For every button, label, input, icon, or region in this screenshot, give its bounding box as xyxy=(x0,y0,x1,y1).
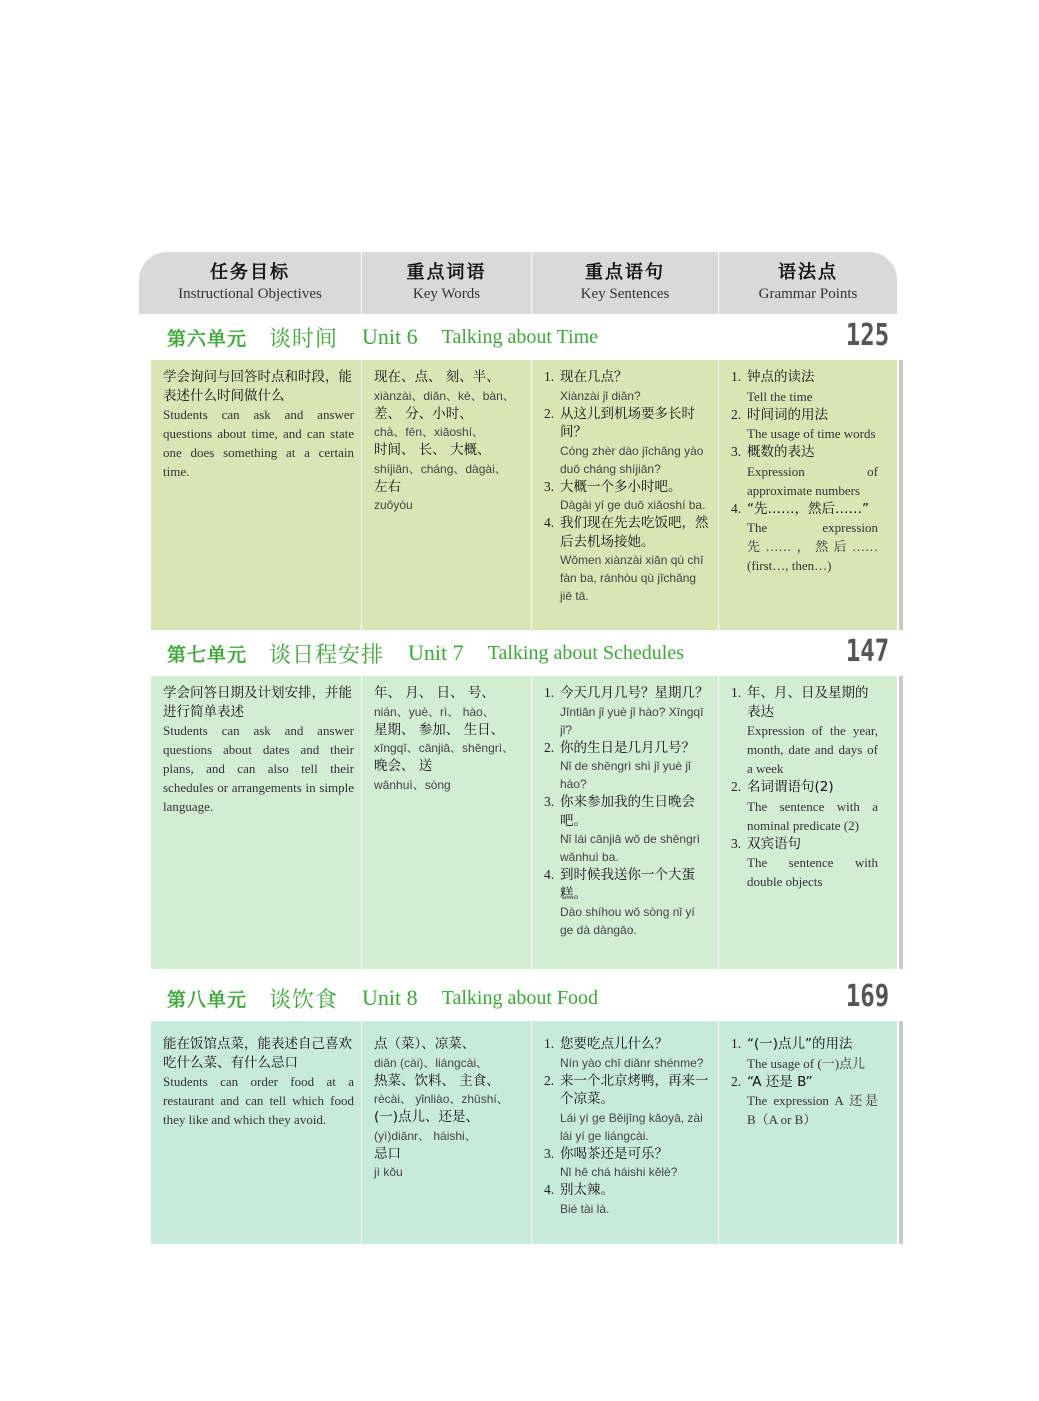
header-key-sentences xyxy=(532,252,719,314)
unit-title-cn: 谈时间 xyxy=(269,326,339,352)
objective-cn: 能在饭馆点菜，能表述自己喜欢吃什么菜、有什么忌口 xyxy=(163,1036,352,1071)
grammar-item xyxy=(731,368,878,406)
word-cn: 时间、 长、 大概、 xyxy=(374,442,491,458)
unit-label-cn: 第七单元 xyxy=(167,643,248,666)
sentence-cn: 你来参加我的生日晚会吧。 xyxy=(560,794,695,829)
key-words-cell xyxy=(362,1021,532,1244)
unit-topic-en: Talking about Schedules xyxy=(487,641,684,664)
item-number: 1. xyxy=(544,685,555,700)
header-cn: 重点词语 xyxy=(406,262,487,283)
unit-title-band xyxy=(139,630,897,676)
grammar-item xyxy=(731,684,878,778)
unit-title-band xyxy=(139,975,897,1021)
grammar-en: The usage of (一)点儿 xyxy=(747,1055,866,1071)
sentence-item xyxy=(544,405,711,478)
grammar-cn: 概数的表达 xyxy=(747,444,815,460)
item-number: 2. xyxy=(544,1072,555,1088)
unit-label-en: Unit 6 xyxy=(362,324,418,349)
sentence-item xyxy=(544,514,711,605)
grammar-item xyxy=(731,500,878,576)
grammar-en: Tell the time xyxy=(747,388,813,404)
grammar-points-cell xyxy=(719,676,885,969)
item-number: 3. xyxy=(731,444,742,459)
sentence-pinyin: Wǒmen xiànzài xiān qù chī fàn ba, ránhòu qù jīchǎng jiē tā. xyxy=(560,553,704,603)
sentence-item xyxy=(544,739,711,794)
item-number: 1. xyxy=(731,685,742,700)
word-pinyin: xīngqī、cānjiā、shēngrì、 xyxy=(374,741,515,755)
unit-body xyxy=(151,1021,897,1244)
word-pinyin: (yì)diǎnr、 háishi、 xyxy=(374,1128,477,1143)
sentence-cn: 到时候我送你一个大蛋糕。 xyxy=(560,867,695,902)
unit-topic-en: Talking about Time xyxy=(441,325,599,348)
item-number: 2. xyxy=(731,1073,742,1089)
item-number: 2. xyxy=(544,405,555,421)
header-en: Key Sentences xyxy=(580,286,670,302)
sentence-item xyxy=(544,793,711,866)
word-cn: 点（菜）、凉菜、 xyxy=(374,1036,476,1052)
sentence-cn: 您要吃点儿什么？ xyxy=(560,1036,668,1052)
word-pinyin: wǎnhuì、sòng xyxy=(374,777,451,792)
header-cn: 重点语句 xyxy=(585,262,665,283)
grammar-item xyxy=(731,1073,878,1130)
grammar-cn: 名词谓语句(2) xyxy=(747,779,834,795)
objective-cn: 学会问答日期及计划安排，并能进行简单表述 xyxy=(163,685,352,720)
sentence-item xyxy=(544,866,711,939)
word-pinyin: zuǒyòu xyxy=(374,498,413,512)
key-sentences-cell xyxy=(532,676,719,969)
word-pinyin: shíjiān、cháng、dàgài、 xyxy=(374,461,507,476)
objectives-cell xyxy=(151,1021,362,1244)
sentence-pinyin: Dào shíhou wǒ sòng nǐ yí ge dà dàngāo. xyxy=(560,905,695,937)
word-cn: 热菜、饮料、 主食、 xyxy=(374,1072,500,1089)
sentence-cn: 大概一个多小时吧。 xyxy=(560,478,682,495)
header-en: Instructional Objectives xyxy=(178,286,322,302)
sentence-cn: 你喝茶还是可乐？ xyxy=(560,1145,668,1162)
sentence-cn: 现在几点？ xyxy=(560,369,628,385)
sentence-item xyxy=(544,1145,711,1182)
unit-title-band xyxy=(139,314,897,360)
word-pinyin: chà、fēn、xiǎoshí、 xyxy=(374,425,485,439)
item-number: 3. xyxy=(731,835,742,851)
unit-title-cn: 谈饮食 xyxy=(269,987,339,1013)
item-number: 3. xyxy=(544,794,555,809)
unit-label-en: Unit 8 xyxy=(362,985,418,1010)
unit-title-cn: 谈日程安排 xyxy=(269,642,385,668)
grammar-cn: “A 还是 B” xyxy=(747,1073,813,1090)
item-number: 4. xyxy=(544,515,555,530)
objective-en: Students can order food at a restaurant and can tell which food they like and which they avoid. xyxy=(163,1074,354,1127)
word-pinyin: nián、yuè、rì、 hào、 xyxy=(374,704,495,719)
word-pinyin: jì kǒu xyxy=(374,1165,403,1179)
grammar-en: The expression 先……，然后…… (first…, then…) xyxy=(747,520,878,573)
sentence-item xyxy=(544,478,711,515)
grammar-item xyxy=(731,406,878,444)
unit-label-cn: 第六单元 xyxy=(167,327,248,350)
sentence-cn: 别太辣。 xyxy=(560,1182,614,1198)
item-number: 1. xyxy=(544,1036,555,1051)
sentence-item xyxy=(544,1072,711,1145)
grammar-en: Expression of the year, month, date and days of a week xyxy=(747,723,878,776)
word-pinyin: xiànzài、diǎn、kè、bàn、 xyxy=(374,388,515,403)
unit-page-number: 147 xyxy=(845,634,889,669)
item-number: 4. xyxy=(544,867,555,882)
key-words-cell xyxy=(362,360,532,630)
key-sentences-cell xyxy=(532,360,719,630)
sentence-pinyin: Xiànzài jǐ diǎn? xyxy=(560,388,641,403)
unit-label-en: Unit 7 xyxy=(408,640,464,665)
sentence-pinyin: Nǐ lái cānjiā wǒ de shēngrì wǎnhuì ba. xyxy=(560,832,701,864)
header-en: Grammar Points xyxy=(758,286,858,302)
sentence-item xyxy=(544,684,711,739)
sentence-item xyxy=(544,1181,711,1218)
objective-en: Students can ask and answer questions about time, and can state one does something at a certain time. xyxy=(163,407,354,479)
grammar-cn: 双宾语句 xyxy=(747,835,801,852)
grammar-cn: 时间词的用法 xyxy=(747,406,828,423)
sentence-pinyin: Nǐ hē chá háishi kělè? xyxy=(560,1165,678,1179)
header-grammar-points xyxy=(719,252,897,314)
header-key-words xyxy=(362,252,532,314)
grammar-cn: “先……，然后……” xyxy=(747,500,869,517)
header-cn: 语法点 xyxy=(778,262,838,283)
word-cn: (一)点儿、还是、 xyxy=(374,1109,480,1125)
sentence-pinyin: Lái yí ge Běijīng kǎoyā, zài lái yí ge liángcài. xyxy=(560,1110,703,1143)
sentence-pinyin: Nín yào chī diǎnr shénme? xyxy=(560,1055,704,1070)
header-en: Key Words xyxy=(412,286,481,302)
sentence-item xyxy=(544,1035,711,1072)
word-pinyin: rècài、 yǐnliào、zhǔshí、 xyxy=(374,1092,509,1106)
grammar-points-cell xyxy=(719,1021,885,1244)
sentence-pinyin: Jīntiān jǐ yuè jǐ hào? Xīngqī jǐ? xyxy=(560,704,704,737)
sentence-item xyxy=(544,368,711,405)
word-pinyin: diǎn (cài)、liángcài、 xyxy=(374,1055,489,1070)
item-number: 1. xyxy=(544,369,555,384)
unit-8-section xyxy=(139,975,897,1244)
sentence-cn: 来一个北京烤鸭，再来一个凉菜。 xyxy=(560,1072,709,1107)
word-cn: 晚会、 送 xyxy=(374,758,433,774)
grammar-item xyxy=(731,1035,878,1073)
contents-table xyxy=(139,252,897,1244)
grammar-item xyxy=(731,778,878,835)
grammar-cn: “(一)点儿”的用法 xyxy=(747,1036,853,1052)
unit-7-section xyxy=(139,630,897,969)
sentence-cn: 从这儿到机场要多长时间？ xyxy=(560,405,695,440)
grammar-item xyxy=(731,835,878,892)
header-cn: 任务目标 xyxy=(210,262,290,283)
item-number: 4. xyxy=(731,500,742,516)
grammar-cn: 年、月、日及星期的表达 xyxy=(747,685,869,720)
word-cn: 忌口 xyxy=(374,1145,401,1162)
word-cn: 星期、 参加、 生日、 xyxy=(374,721,505,738)
word-cn: 现在、点、 刻、半、 xyxy=(374,369,500,385)
sentence-pinyin: Nǐ de shēngrì shì jǐ yuè jǐ hào? xyxy=(560,759,691,791)
objective-cn: 学会询问与回答时点和时段，能表述什么时间做什么 xyxy=(163,369,352,404)
unit-body xyxy=(151,676,897,969)
objectives-cell xyxy=(151,676,362,969)
item-number: 3. xyxy=(544,1145,555,1161)
header-objectives xyxy=(139,252,362,314)
sentence-cn: 我们现在先去吃饭吧，然后去机场接她。 xyxy=(560,515,709,550)
word-cn: 差、 分、小时、 xyxy=(374,405,473,422)
sentence-cn: 今天几月几号？星期几？ xyxy=(560,685,709,701)
objectives-cell xyxy=(151,360,362,630)
grammar-item xyxy=(731,443,878,500)
unit-topic-en: Talking about Food xyxy=(441,986,599,1009)
unit-page-number: 169 xyxy=(845,979,889,1014)
grammar-en: The sentence with a nominal predicate (2) xyxy=(747,798,878,833)
word-cn: 年、 月、 日、 号、 xyxy=(374,685,495,701)
sentence-pinyin: Cóng zhèr dào jīchǎng yào duō cháng shíjiān? xyxy=(560,443,704,476)
unit-body xyxy=(151,360,897,630)
item-number: 3. xyxy=(544,478,555,494)
key-sentences-cell xyxy=(532,1021,719,1244)
unit-page-number: 125 xyxy=(845,318,889,353)
sentence-cn: 你的生日是几月几号？ xyxy=(560,739,695,756)
key-words-cell xyxy=(362,676,532,969)
item-number: 4. xyxy=(544,1182,555,1197)
grammar-en: Expression of approximate numbers xyxy=(747,463,878,498)
word-cn: 左右 xyxy=(374,478,401,495)
sentence-pinyin: Bié tài là. xyxy=(560,1201,610,1216)
item-number: 1. xyxy=(731,1036,742,1051)
unit-6-section xyxy=(139,314,897,630)
objective-en: Students can ask and answer questions about dates and their plans, and can also tell their schedules or arrangements in simple language. xyxy=(163,723,354,814)
item-number: 1. xyxy=(731,369,742,384)
grammar-cn: 钟点的读法 xyxy=(747,369,815,385)
grammar-en: The expression A 还是 B（A or B） xyxy=(747,1093,878,1127)
item-number: 2. xyxy=(544,739,555,755)
grammar-en: The sentence with double objects xyxy=(747,855,878,889)
table-header xyxy=(139,252,897,314)
sentence-pinyin: Dàgài yí ge duō xiǎoshí ba. xyxy=(560,498,706,512)
unit-label-cn: 第八单元 xyxy=(167,988,248,1011)
grammar-points-cell xyxy=(719,360,885,630)
grammar-en: The usage of time words xyxy=(747,426,876,441)
item-number: 2. xyxy=(731,779,742,794)
item-number: 2. xyxy=(731,406,742,422)
